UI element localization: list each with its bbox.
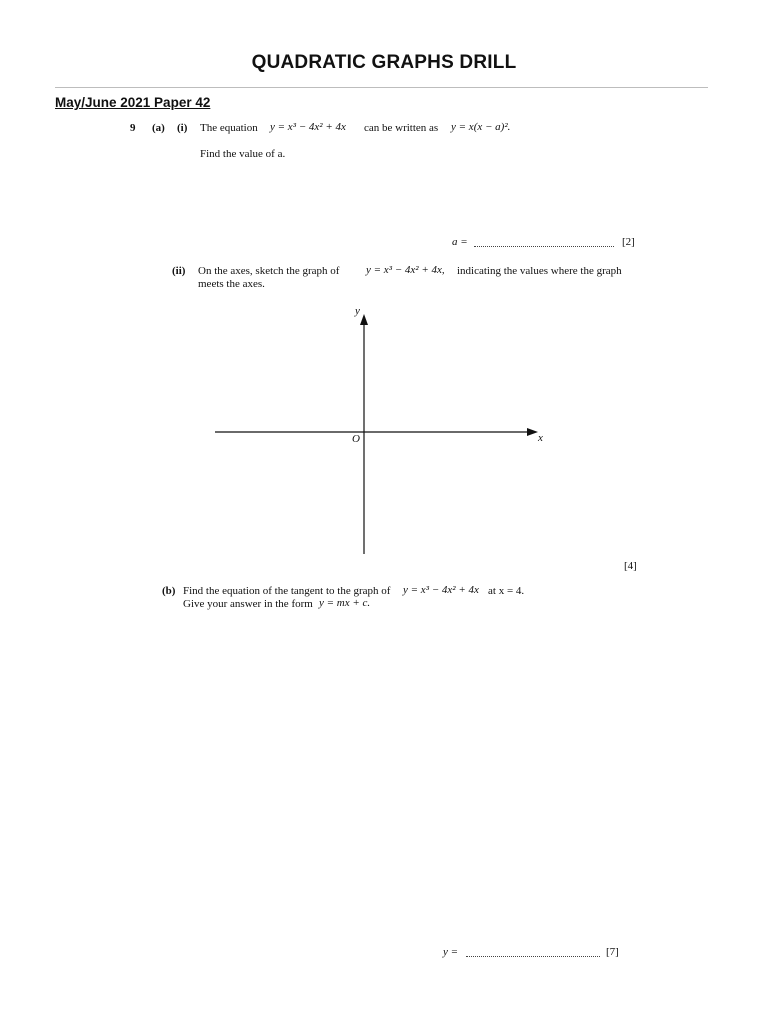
part-a-label: (a) <box>152 122 165 134</box>
b-answer-line[interactable] <box>466 956 600 957</box>
b-text-1: Find the equation of the tangent to the graph of <box>183 585 391 597</box>
a-i-equation-1: y = x³ − 4x² + 4x <box>270 121 346 133</box>
b-form: y = mx + c. <box>319 597 371 609</box>
a-ii-text-1: On the axes, sketch the graph of <box>198 265 340 277</box>
origin-label: O <box>352 433 360 445</box>
paper-heading: May/June 2021 Paper 42 <box>55 95 211 110</box>
a-i-marks: [2] <box>622 236 635 248</box>
a-i-text-1: The equation <box>200 122 258 134</box>
a-ii-text-3: meets the axes. <box>198 278 265 290</box>
x-axis-arrow <box>527 428 538 436</box>
a-ii-text-2: indicating the values where the graph <box>457 265 622 277</box>
a-ii-marks: [4] <box>624 560 637 572</box>
a-i-equation-2: y = x(x − a)². <box>451 121 511 133</box>
question-number: 9 <box>130 122 136 134</box>
part-a-i-label: (i) <box>177 122 188 134</box>
x-axis-label: x <box>538 432 543 444</box>
b-marks: [7] <box>606 946 619 958</box>
b-equation: y = x³ − 4x² + 4x <box>403 584 479 596</box>
a-i-find-text: Find the value of a. <box>200 148 286 160</box>
y-axis-arrow <box>360 314 368 325</box>
y-axis-label: y <box>355 305 360 317</box>
a-ii-equation: y = x³ − 4x² + 4x, <box>366 264 445 276</box>
b-text-3: Give your answer in the form <box>183 598 313 610</box>
part-a-ii-label: (ii) <box>172 265 186 277</box>
part-b-label: (b) <box>162 585 176 597</box>
b-text-2: at x = 4. <box>488 585 525 597</box>
a-i-answer-label: a = <box>452 236 468 248</box>
b-answer-label: y = <box>443 946 459 958</box>
a-i-text-2: can be written as <box>364 122 439 134</box>
page-title: QUADRATIC GRAPHS DRILL <box>251 52 517 73</box>
